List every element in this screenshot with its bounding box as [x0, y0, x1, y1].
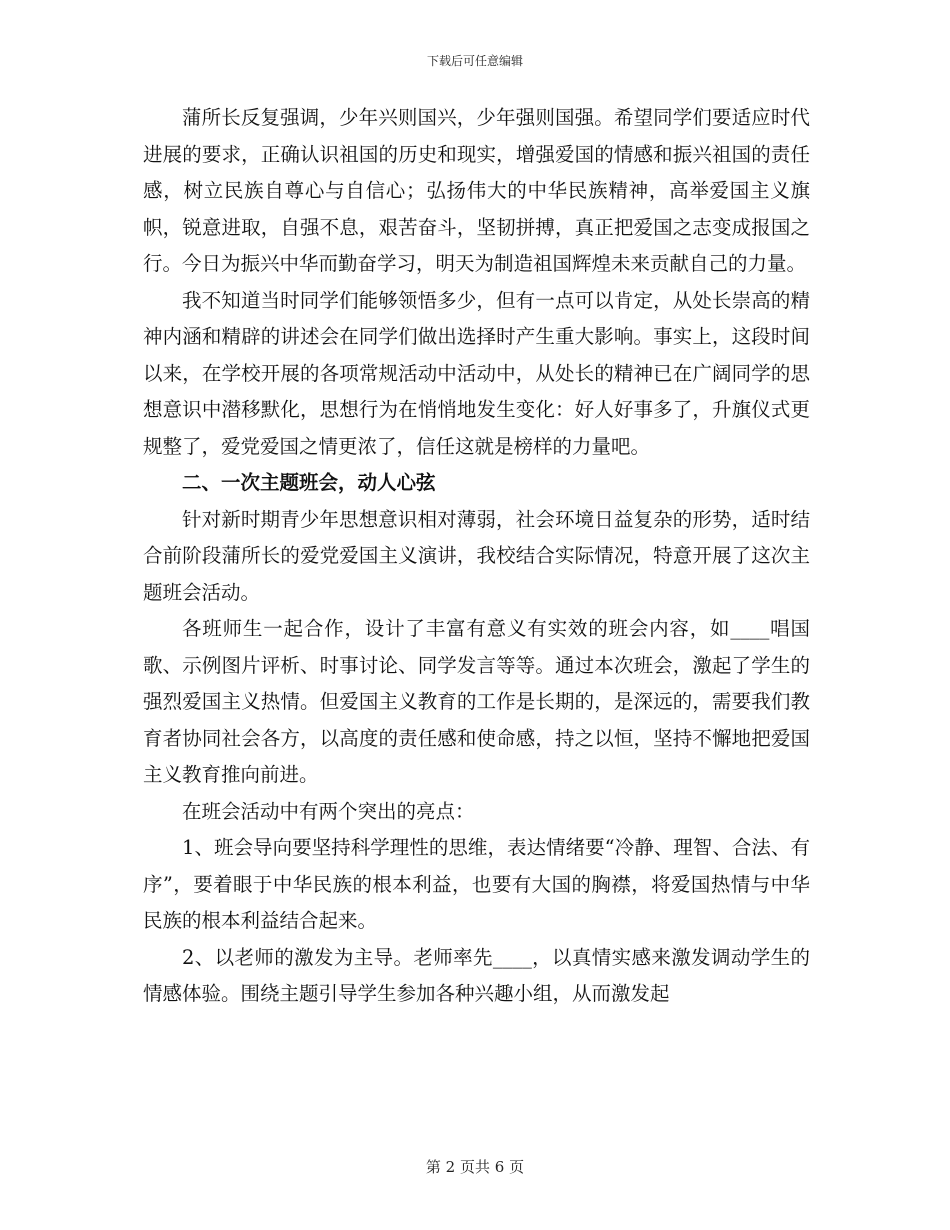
list-item-2: 2、以老师的激发为主导。老师率先____，以真情实感来激发调动学生的情感体验。围绕主题引导学生参加各种兴趣小组，从而激发起	[143, 945, 810, 1005]
paragraph-5: 在班会活动中有两个突出的亮点：	[182, 799, 475, 823]
list-item-1: 1、班会导向要坚持科学理性的思维，表达情绪要“冷静、理智、合法、有序”，要着眼于中华民族的根本利益，也要有大国的胸襟，将爱国热情与中华民族的根本利益结合起来。	[143, 836, 810, 932]
paragraph-4: 各班师生一起合作，设计了丰富有意义有实效的班会内容，如____唱国歌、示例图片评析、时事讨论、同学发言等等。通过本次班会，激起了学生的强烈爱国主义热情。但爱国主义教育的工作是长期的，是深远的，需要我们教育者协同社会各方，以高度的责任感和使命感，持之以恒，坚持不懈地把爱国主义教育推向前进。	[143, 617, 810, 786]
page-number: 第 2 页共 6 页	[425, 1158, 525, 1176]
paragraph-2: 我不知道当时同学们能够领悟多少，但有一点可以肯定，从处长崇高的精神内涵和精辟的讲述会在同学们做出选择时产生重大影响。事实上，这段时间以来，在学校开展的各项常规活动中活动中，从处长的精神已在广阔同学的思想意识中潜移默化，思想行为在悄悄地发生变化：好人好事多了，升旗仪式更规整了，爱党爱国之情更浓了，信任这就是榜样的力量吧。	[143, 288, 810, 458]
section-heading: 二、一次主题班会，动人心弦	[182, 471, 436, 494]
paragraph-1: 蒲所长反复强调，少年兴则国兴，少年强则国强。希望同学们要适应时代进展的要求，正确认识祖国的历史和现实，增强爱国的情感和振兴祖国的责任感，树立民族自尊心与自信心；弘扬伟大的中华民族精神，高举爱国主义旗帜，锐意进取，自强不息，艰苦奋斗，坚韧拼搏，真正把爱国之志变成报国之行。今日为振兴中华而勤奋学习，明天为制造祖国辉煌未来贡献自己的力量。	[143, 106, 810, 275]
document-body	[143, 100, 810, 1013]
page-header-note: 下载后可任意编辑	[426, 54, 523, 68]
paragraph-3: 针对新时期青少年思想意识相对薄弱，社会环境日益复杂的形势，适时结合前阶段蒲所长的爱党爱国主义演讲，我校结合实际情况，特意开展了这次主题班会活动。	[143, 507, 810, 604]
